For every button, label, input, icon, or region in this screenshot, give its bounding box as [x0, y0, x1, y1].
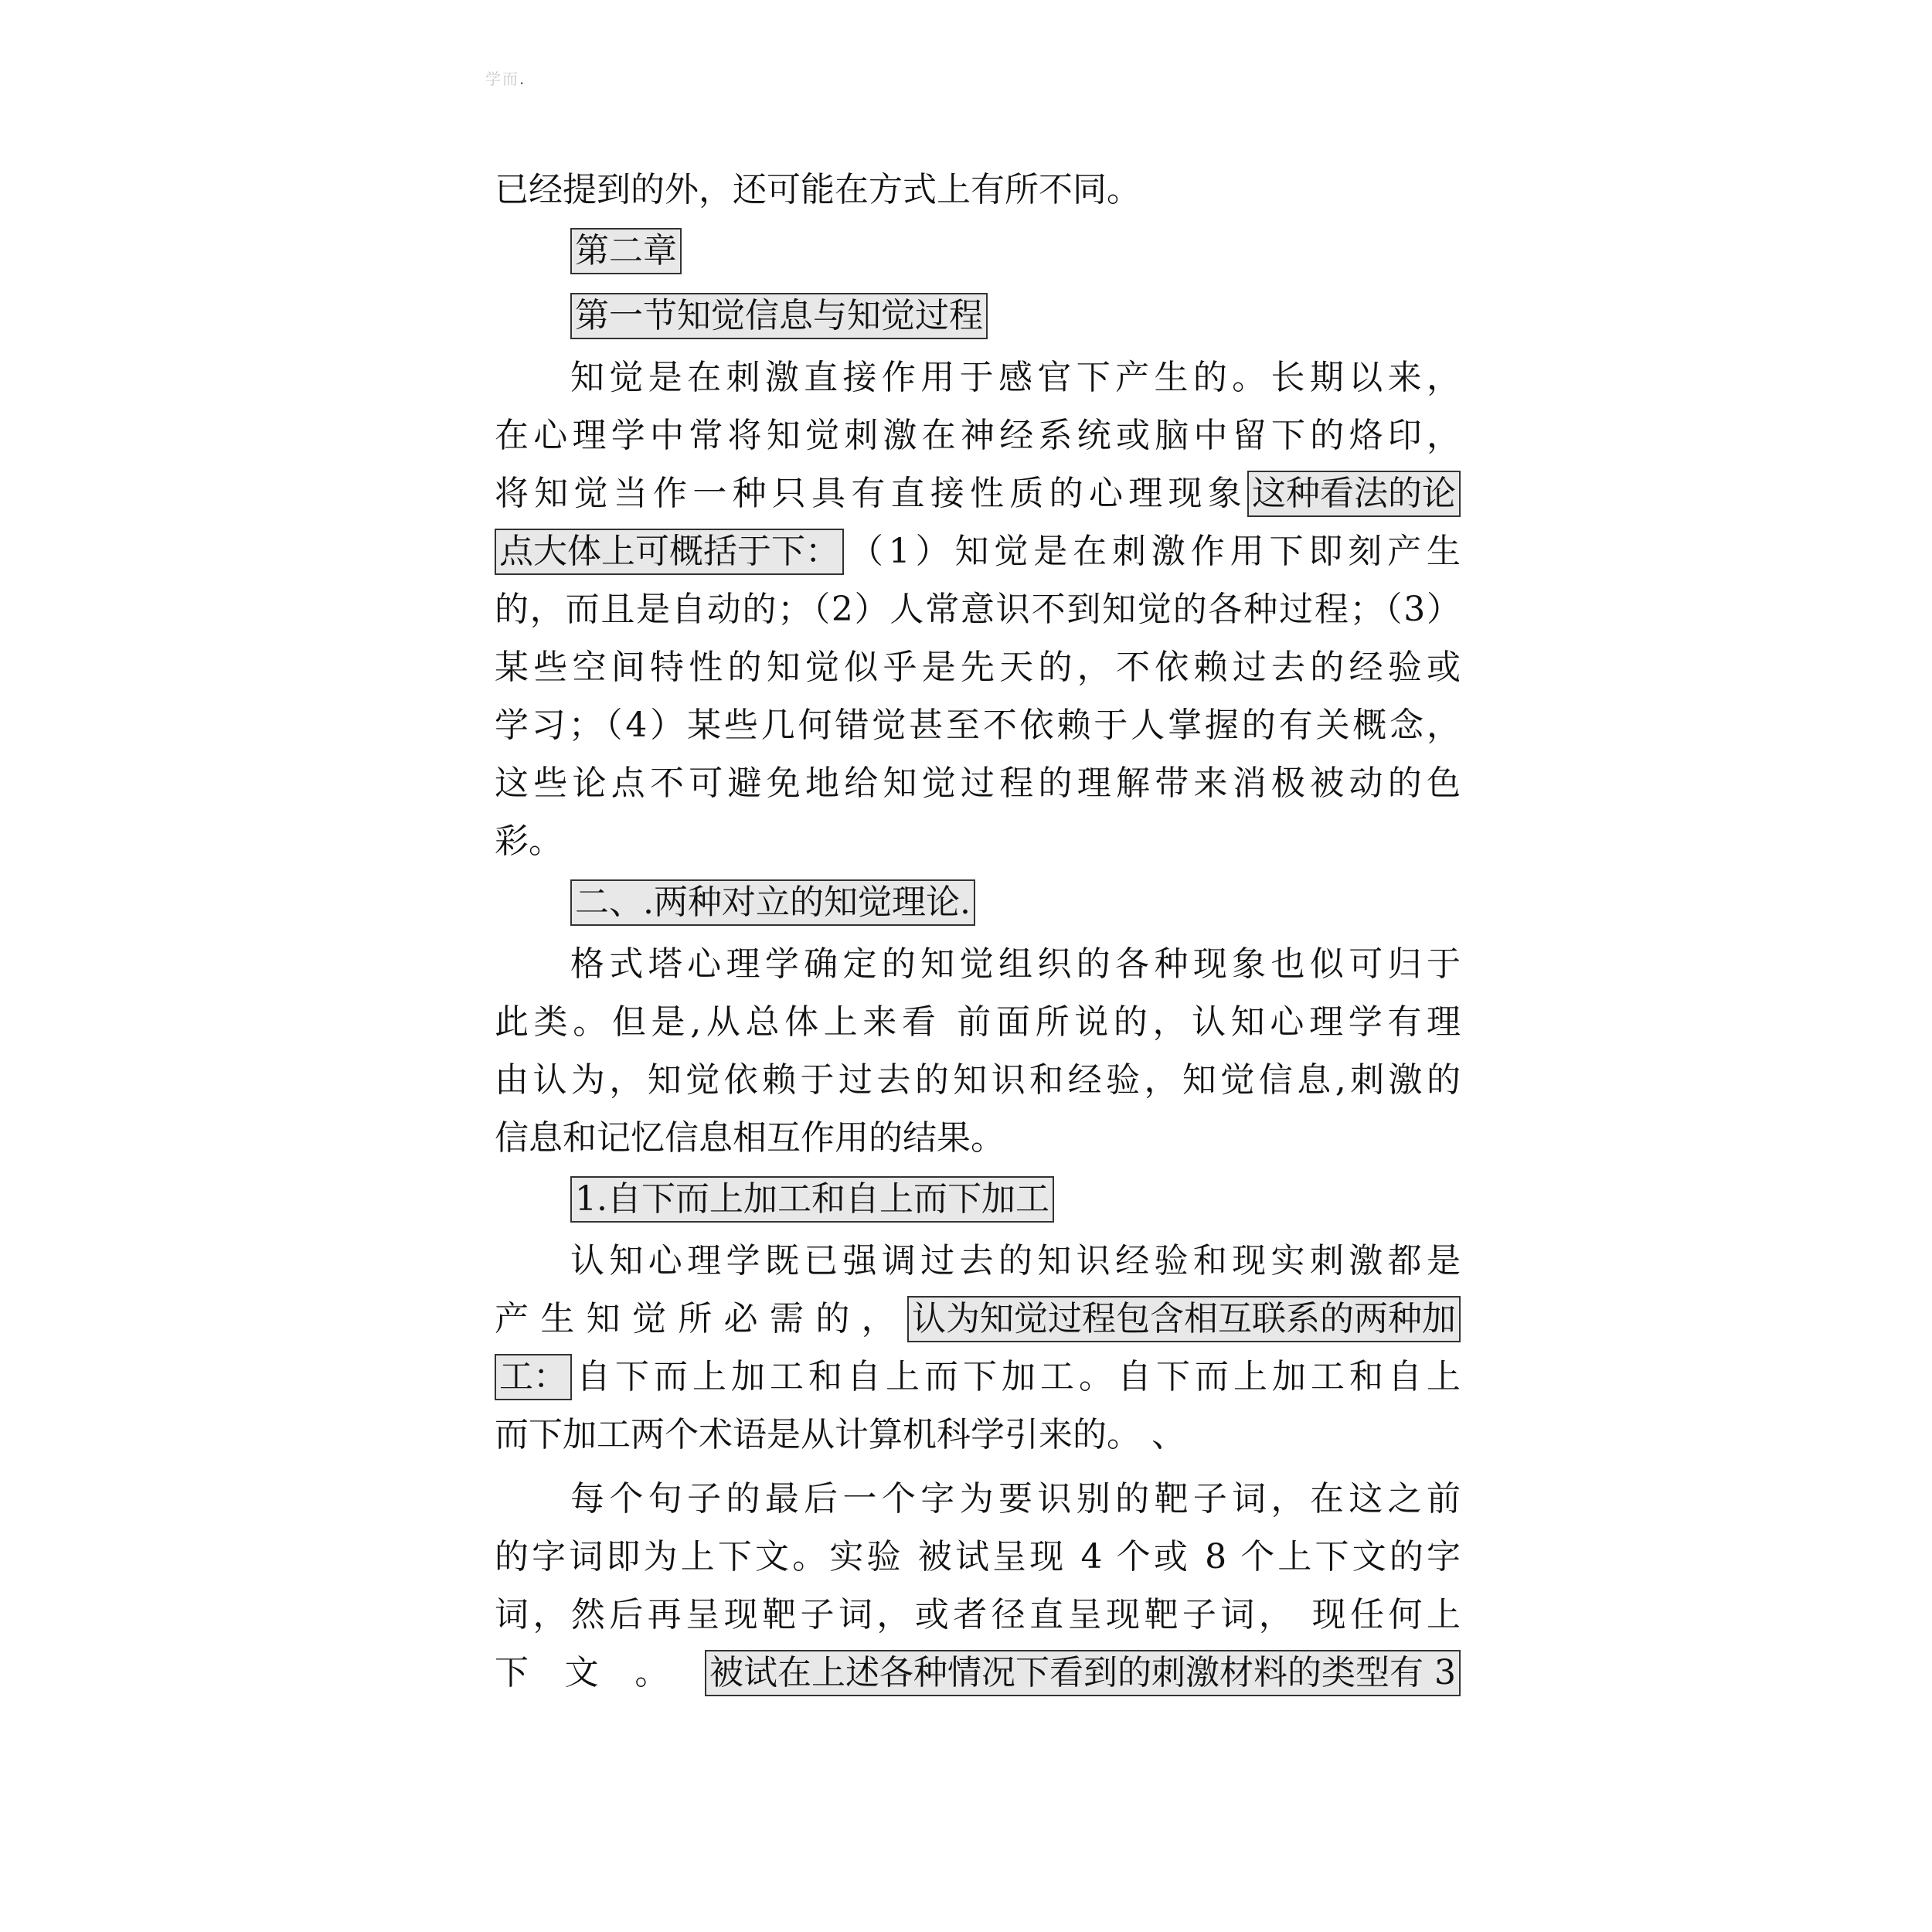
paragraph-line — [495, 1290, 1461, 1348]
paragraph-line: 知觉是在刺激直接作用于感官下产生的。长期以来， — [570, 358, 1461, 397]
highlighted-text: 工： — [495, 1354, 572, 1400]
text-span: 将知觉当作一种只具有直接性质的心理现象 — [495, 474, 1247, 513]
subsection-title: 1.自下而上加工和自上而下加工 — [570, 1176, 1054, 1223]
paragraph-line: 此类。但是,从总体上来看 前面所说的，认知心理学有理 — [495, 1002, 1461, 1042]
section-heading — [495, 284, 1461, 349]
subsection-title: 二、.两种对立的知觉理论. — [570, 879, 975, 926]
paragraph-line: 词，然后再呈现靶子词，或者径直呈现靶子词， 现任何上 — [495, 1595, 1461, 1634]
highlighted-text: 被试在上述各种情况下看到的刺激材料的类型有 3 — [705, 1650, 1461, 1696]
paragraph-line: 而下加工两个术语是从计算机科学引来的。 、 — [495, 1415, 1185, 1454]
paragraph-line — [495, 522, 1461, 580]
section-title: 第一节知觉信息与知觉过程 — [570, 293, 988, 339]
chapter-heading — [495, 219, 1461, 284]
paragraph-line: 某些空间特性的知觉似乎是先天的，不依赖过去的经验或 — [495, 648, 1461, 687]
header-mark-dot: . — [519, 70, 526, 88]
document-body — [495, 161, 1461, 1702]
highlighted-text: 这种看法的论 — [1247, 471, 1461, 517]
paragraph-line — [495, 464, 1461, 522]
text-span: 自下而上加工和自上而下加工。自下而上加工和自上 — [572, 1357, 1461, 1396]
paragraph-line — [495, 1644, 1461, 1702]
document-page — [495, 0, 1461, 1932]
subsection-heading — [495, 870, 1461, 935]
paragraph-line: 在心理学中常将知觉刺激在神经系统或脑中留下的烙印， — [495, 416, 1461, 455]
text-span: （1）知觉是在刺激作用下即刻产生 — [844, 532, 1461, 571]
chapter-title: 第二章 — [570, 228, 682, 274]
paragraph-line: 的字词即为上下文。实验 被试呈现 4 个或 8 个上下文的字 — [495, 1537, 1461, 1577]
text-span: 下文。 — [495, 1653, 706, 1692]
text-span: 产生知觉所必需的， — [495, 1299, 907, 1338]
highlighted-text: 点大体上可概括于下： — [495, 529, 844, 575]
paragraph-line: 已经提到的外，还可能在方式上有所不同。 — [495, 170, 1141, 209]
paragraph-line: 信息和记忆信息相互作用的结果。 — [495, 1118, 1005, 1158]
paragraph-line: 认知心理学既已强调过去的知识经验和现实刺激都是 — [570, 1241, 1461, 1281]
paragraph-line: 格式塔心理学确定的知觉组织的各种现象也似可归于 — [570, 944, 1461, 984]
paragraph-line: 这些论点不可避免地给知觉过程的理解带来消极被动的色 — [495, 764, 1461, 803]
paragraph-line — [495, 1348, 1461, 1406]
paragraph-gap — [495, 1464, 1461, 1470]
paragraph-line: 彩。 — [495, 821, 563, 861]
highlighted-text: 认为知觉过程包含相互联系的两种加 — [907, 1296, 1461, 1342]
paragraph-line: 由认为，知觉依赖于过去的知识和经验，知觉信息,刺激的 — [495, 1060, 1461, 1100]
header-mark-text: 学而 — [485, 70, 519, 88]
paragraph-line: 学习；（4）某些几何错觉甚至不依赖于人掌握的有关概念， — [495, 706, 1461, 745]
paragraph-line: 每个句子的最后一个字为要识别的靶子词，在这之前 — [570, 1479, 1461, 1519]
subsection-heading — [495, 1167, 1461, 1232]
paragraph-line: 的，而且是自动的；（2）人常意识不到知觉的各种过程；（3） — [495, 590, 1461, 629]
